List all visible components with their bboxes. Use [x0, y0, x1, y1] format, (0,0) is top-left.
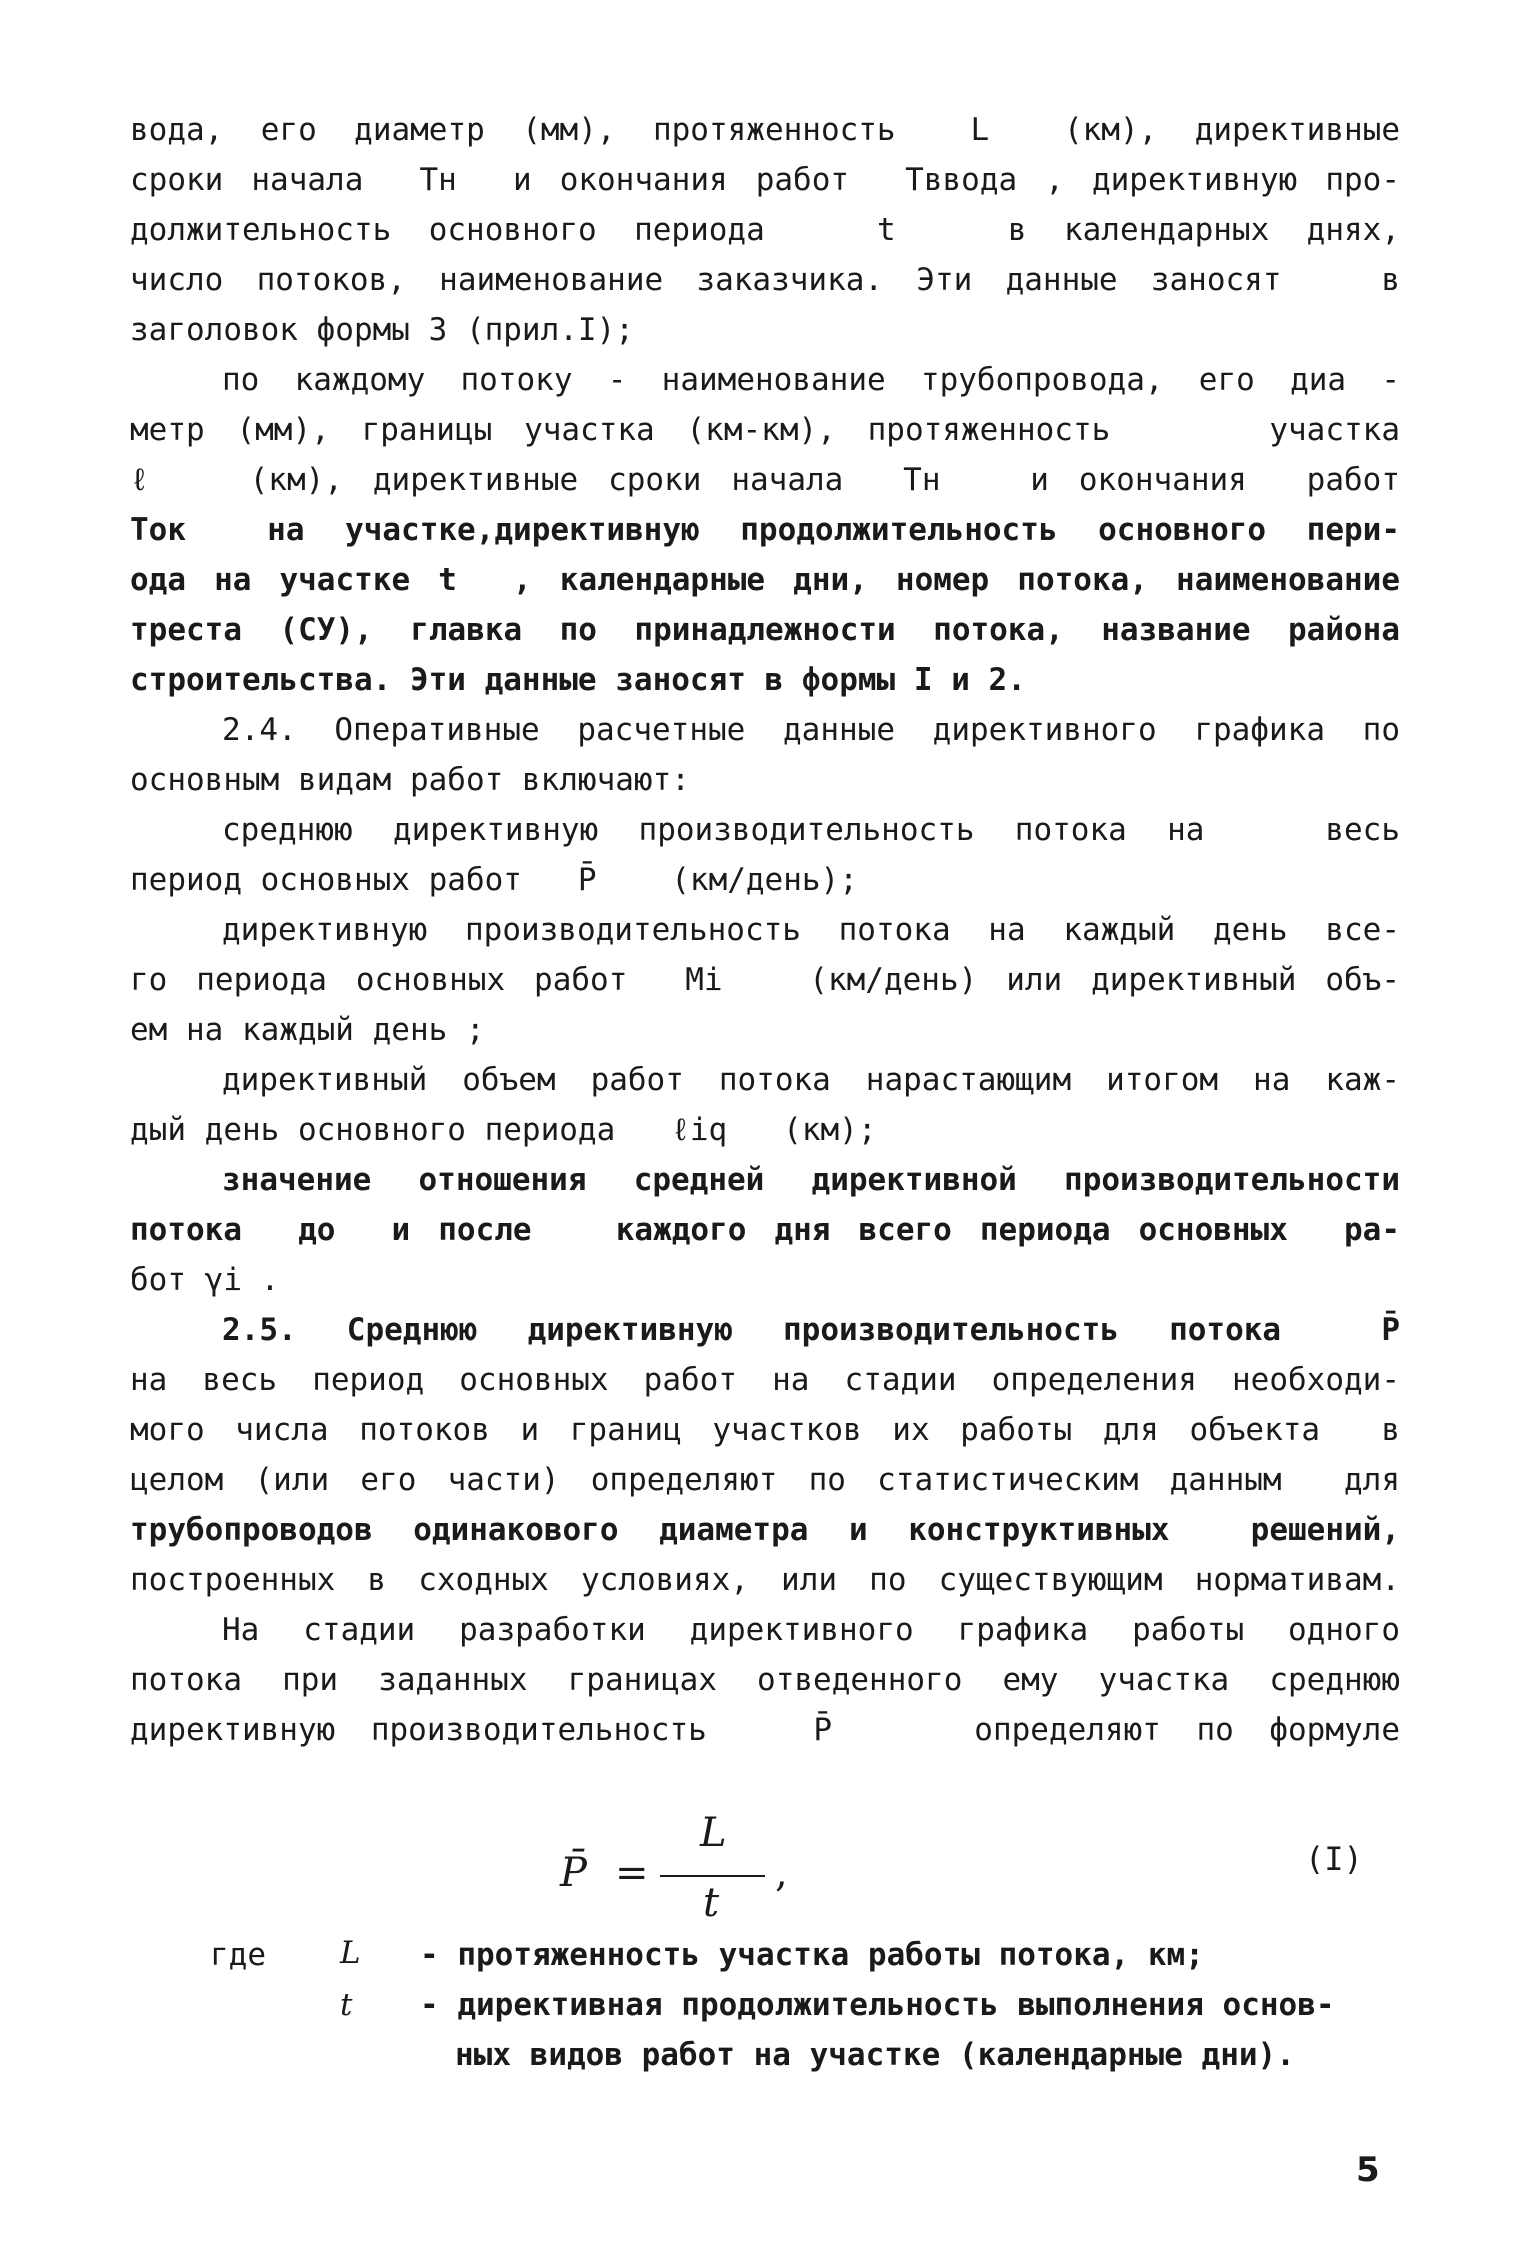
text-line: ℓ (км), директивные сроки начала Tн и окончания работ [130, 462, 1400, 498]
text-line: заголовок формы 3 (прил.I); [130, 312, 634, 348]
page-number: 5 [1356, 2150, 1380, 2190]
text-line: го периода основных работ Mi (км/день) или директивный объ- [130, 962, 1400, 998]
where-label: где [210, 1937, 266, 1973]
text-line: построенных в сходных условиях, или по существующим нормативам. [130, 1562, 1400, 1598]
text-line: дый день основного периода ℓiq (км); [130, 1112, 877, 1148]
text-line: бот γi . [130, 1262, 280, 1298]
text-line: ем на каждый день ; [130, 1012, 485, 1048]
formula-lhs: P̄ [560, 1850, 587, 1896]
text-line: треста (СУ), главка по принадлежности потока, название района [130, 612, 1400, 648]
text-line: Tок на участке,директивную продолжительность основного пери- [130, 512, 1400, 548]
where-symbol-t: t [340, 1987, 353, 2023]
text-line: на весь период основных работ на стадии определения необходи- [130, 1362, 1400, 1398]
section-heading-2-5: 2.5. Среднюю директивную производительность потока P̄ [222, 1312, 1400, 1348]
text-line: среднюю директивную производительность потока на весь [222, 812, 1400, 848]
where-symbol-l: L [340, 1935, 361, 1971]
text-line: строительства. Эти данные заносят в формы I и 2. [130, 662, 1026, 698]
text-line: период основных работ P̄ (км/день); [130, 862, 858, 898]
text-line: трубопроводов одинакового диаметра и конструктивных решений, [130, 1512, 1400, 1548]
text-line: целом (или его части) определяют по статистическим данным для [130, 1462, 1400, 1498]
formula-equals: = [615, 1850, 649, 1896]
formula-1 [560, 1810, 860, 1935]
section-heading-2-4: 2.4. Оперативные расчетные данные директивного графика по [222, 712, 1400, 748]
text-line: директивный объем работ потока нарастающим итогом на каж- [222, 1062, 1400, 1098]
where-definition-t: - директивная продолжительность выполнения основ- [420, 1987, 1335, 2023]
text-line: метр (мм), границы участка (км-км), протяженность участка [130, 412, 1400, 448]
where-definition-l: - протяженность участка работы потока, км; [420, 1937, 1204, 1973]
text-line: директивную производительность потока на каждый день все- [222, 912, 1400, 948]
formula-number: (I) [1305, 1840, 1363, 1878]
text-line: должительность основного периода t в календарных днях, [130, 212, 1400, 248]
text-line: директивную производительность P̄ определяют по формуле [130, 1712, 1400, 1748]
text-line: число потоков, наименование заказчика. Эти данные заносят в [130, 262, 1400, 298]
text-line: ода на участке t , календарные дни, номер потока, наименование [130, 562, 1400, 598]
formula-comma: , [775, 1850, 788, 1896]
text-line: значение отношения средней директивной производительности [222, 1162, 1400, 1198]
text-line: потока при заданных границах отведенного ему участка среднюю [130, 1662, 1400, 1698]
where-definition-t-cont: ных видов работ на участке (календарные дни). [455, 2037, 1295, 2073]
formula-denominator: t [703, 1880, 720, 1926]
text-line: мого числа потоков и границ участков их работы для объекта в [130, 1412, 1400, 1448]
fraction-bar [660, 1875, 765, 1877]
text-line: вода, его диаметр (мм), протяженность L (км), директивные [130, 112, 1400, 148]
formula-numerator: L [700, 1810, 727, 1856]
text-line: основным видам работ включают: [130, 762, 690, 798]
text-line: потока до и после каждого дня всего периода основных ра- [130, 1212, 1400, 1248]
text-line: На стадии разработки директивного графика работы одного [222, 1612, 1400, 1648]
text-line: сроки начала Tн и окончания работ Tввода , директивную про- [130, 162, 1400, 198]
text-line: по каждому потоку - наименование трубопровода, его диа - [222, 362, 1400, 398]
